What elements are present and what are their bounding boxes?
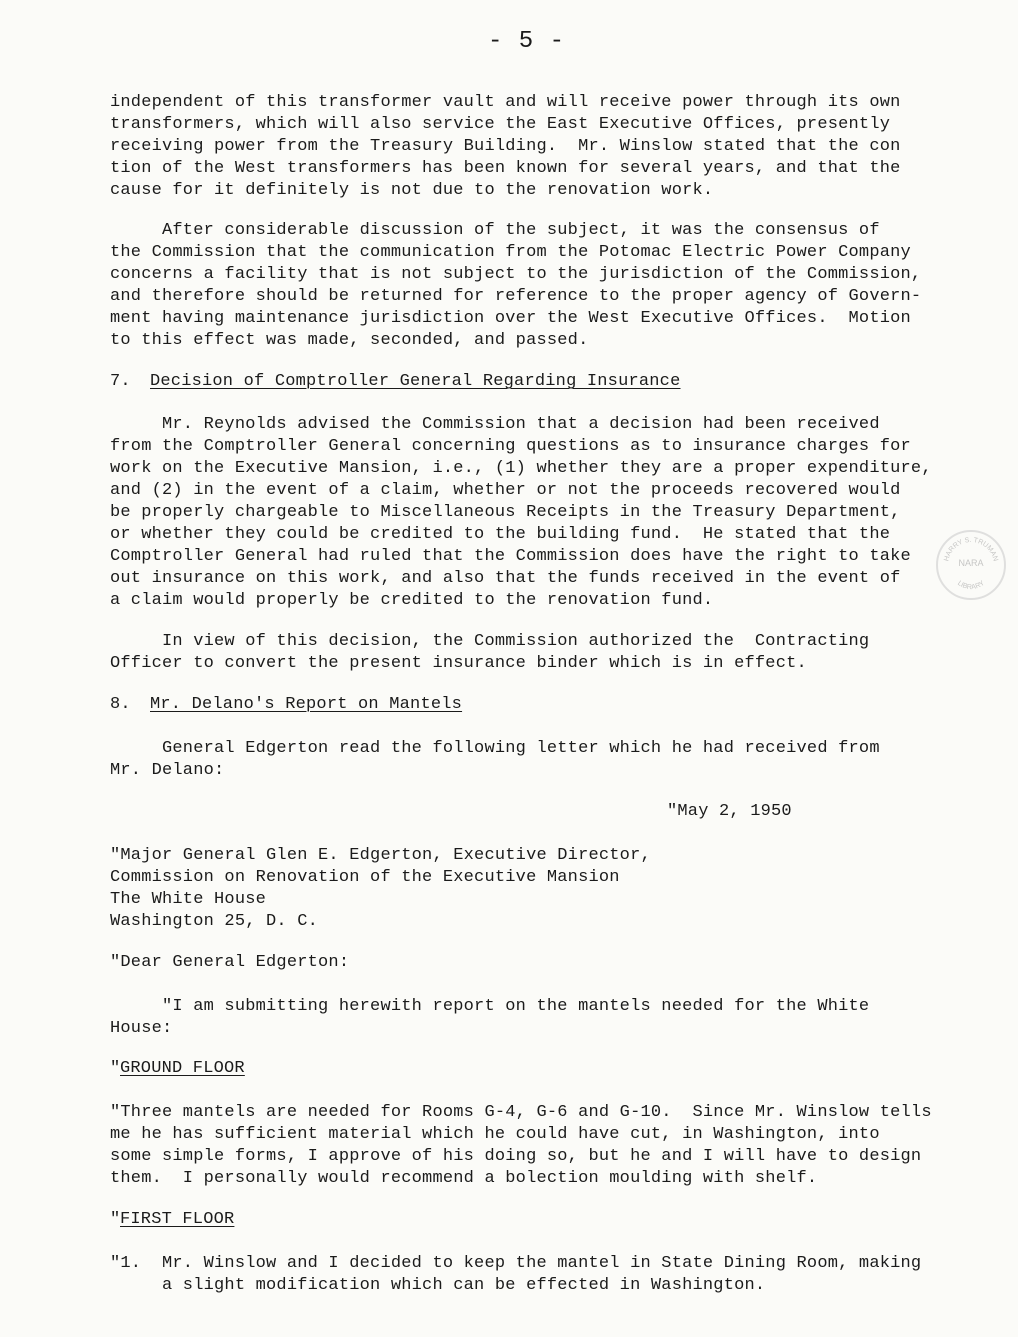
- text-line: Comptroller General had ruled that the Commission does have the right to take: [110, 547, 911, 566]
- first-floor-heading: FIRST FLOOR: [120, 1210, 235, 1229]
- text-line: "1. Mr. Winslow and I decided to keep the mantel in State Dining Room, making: [110, 1254, 922, 1273]
- letter-date: "May 2, 1950: [667, 802, 792, 821]
- ground-floor-heading: GROUND FLOOR: [120, 1059, 245, 1078]
- text-line: cause for it definitely is not due to the renovation work.: [110, 181, 714, 200]
- text-line: and (2) in the event of a claim, whether or not the proceeds recovered would: [110, 481, 901, 500]
- text-line: Mr. Reynolds advised the Commission that a decision had been received: [110, 415, 880, 434]
- subheading-quote: ": [110, 1210, 121, 1229]
- stamp-top-text: HARRY S. TRUMAN: [943, 536, 999, 563]
- text-line: independent of this transformer vault and will receive power through its own: [110, 93, 901, 112]
- section-heading: Mr. Delano's Report on Mantels: [150, 695, 463, 714]
- text-line: or whether they could be credited to the building fund. He stated that the: [110, 525, 891, 544]
- text-line: Officer to convert the present insurance binder which is in effect.: [110, 654, 807, 673]
- address-line: "Major General Glen E. Edgerton, Executive Director,: [110, 846, 651, 865]
- text-line: me he has sufficient material which he could have cut, in Washington, into: [110, 1125, 880, 1144]
- subheading-quote: ": [110, 1059, 121, 1078]
- text-line: House:: [110, 1019, 173, 1038]
- section-number: 8.: [110, 695, 131, 714]
- text-line: work on the Executive Mansion, i.e., (1) whether they are a proper expenditure,: [110, 459, 932, 478]
- address-line: The White House: [110, 890, 267, 909]
- text-line: "Three mantels are needed for Rooms G-4, G-6 and G-10. Since Mr. Winslow tells: [110, 1103, 932, 1122]
- text-line: be properly chargeable to Miscellaneous Receipts in the Treasury Department,: [110, 503, 901, 522]
- text-line: concerns a facility that is not subject to the jurisdiction of the Commission,: [110, 265, 922, 284]
- text-line: a claim would properly be credited to the renovation fund.: [110, 591, 714, 610]
- text-line: to this effect was made, seconded, and passed.: [110, 331, 589, 350]
- library-stamp: [936, 530, 1006, 600]
- text-line: from the Comptroller General concerning questions as to insurance charges for: [110, 437, 911, 456]
- section-number: 7.: [110, 372, 131, 391]
- address-line: Washington 25, D. C.: [110, 912, 319, 931]
- svg-text:LIBRARY: [956, 580, 986, 591]
- page-number: - 5 -: [488, 28, 566, 55]
- text-line: transformers, which will also service the East Executive Offices, presently: [110, 115, 891, 134]
- text-line: some simple forms, I approve of his doing so, but he and I will have to design: [110, 1147, 922, 1166]
- text-line: out insurance on this work, and also that the funds received in the event of: [110, 569, 901, 588]
- text-line: receiving power from the Treasury Building. Mr. Winslow stated that the con: [110, 137, 901, 156]
- salutation: "Dear General Edgerton:: [110, 953, 350, 972]
- text-line: them. I personally would recommend a bolection moulding with shelf.: [110, 1169, 818, 1188]
- text-line: and therefore should be returned for reference to the proper agency of Govern-: [110, 287, 922, 306]
- text-line: In view of this decision, the Commission authorized the Contracting: [110, 632, 870, 651]
- text-line: a slight modification which can be effected in Washington.: [110, 1276, 766, 1295]
- text-line: tion of the West transformers has been known for several years, and that the: [110, 159, 901, 178]
- text-line: Mr. Delano:: [110, 761, 225, 780]
- stamp-middle-text: NARA: [958, 558, 984, 568]
- stamp-bottom-text: LIBRARY: [956, 579, 986, 592]
- section-heading: Decision of Comptroller General Regarding Insurance: [150, 372, 681, 391]
- text-line: General Edgerton read the following letter which he had received from: [110, 739, 880, 758]
- text-line: "I am submitting herewith report on the mantels needed for the White: [110, 997, 870, 1016]
- address-line: Commission on Renovation of the Executive Mansion: [110, 868, 620, 887]
- text-line: the Commission that the communication from the Potomac Electric Power Company: [110, 243, 911, 262]
- text-line: ment having maintenance jurisdiction over the West Executive Offices. Motion: [110, 309, 911, 328]
- text-line: After considerable discussion of the subject, it was the consensus of: [110, 221, 880, 240]
